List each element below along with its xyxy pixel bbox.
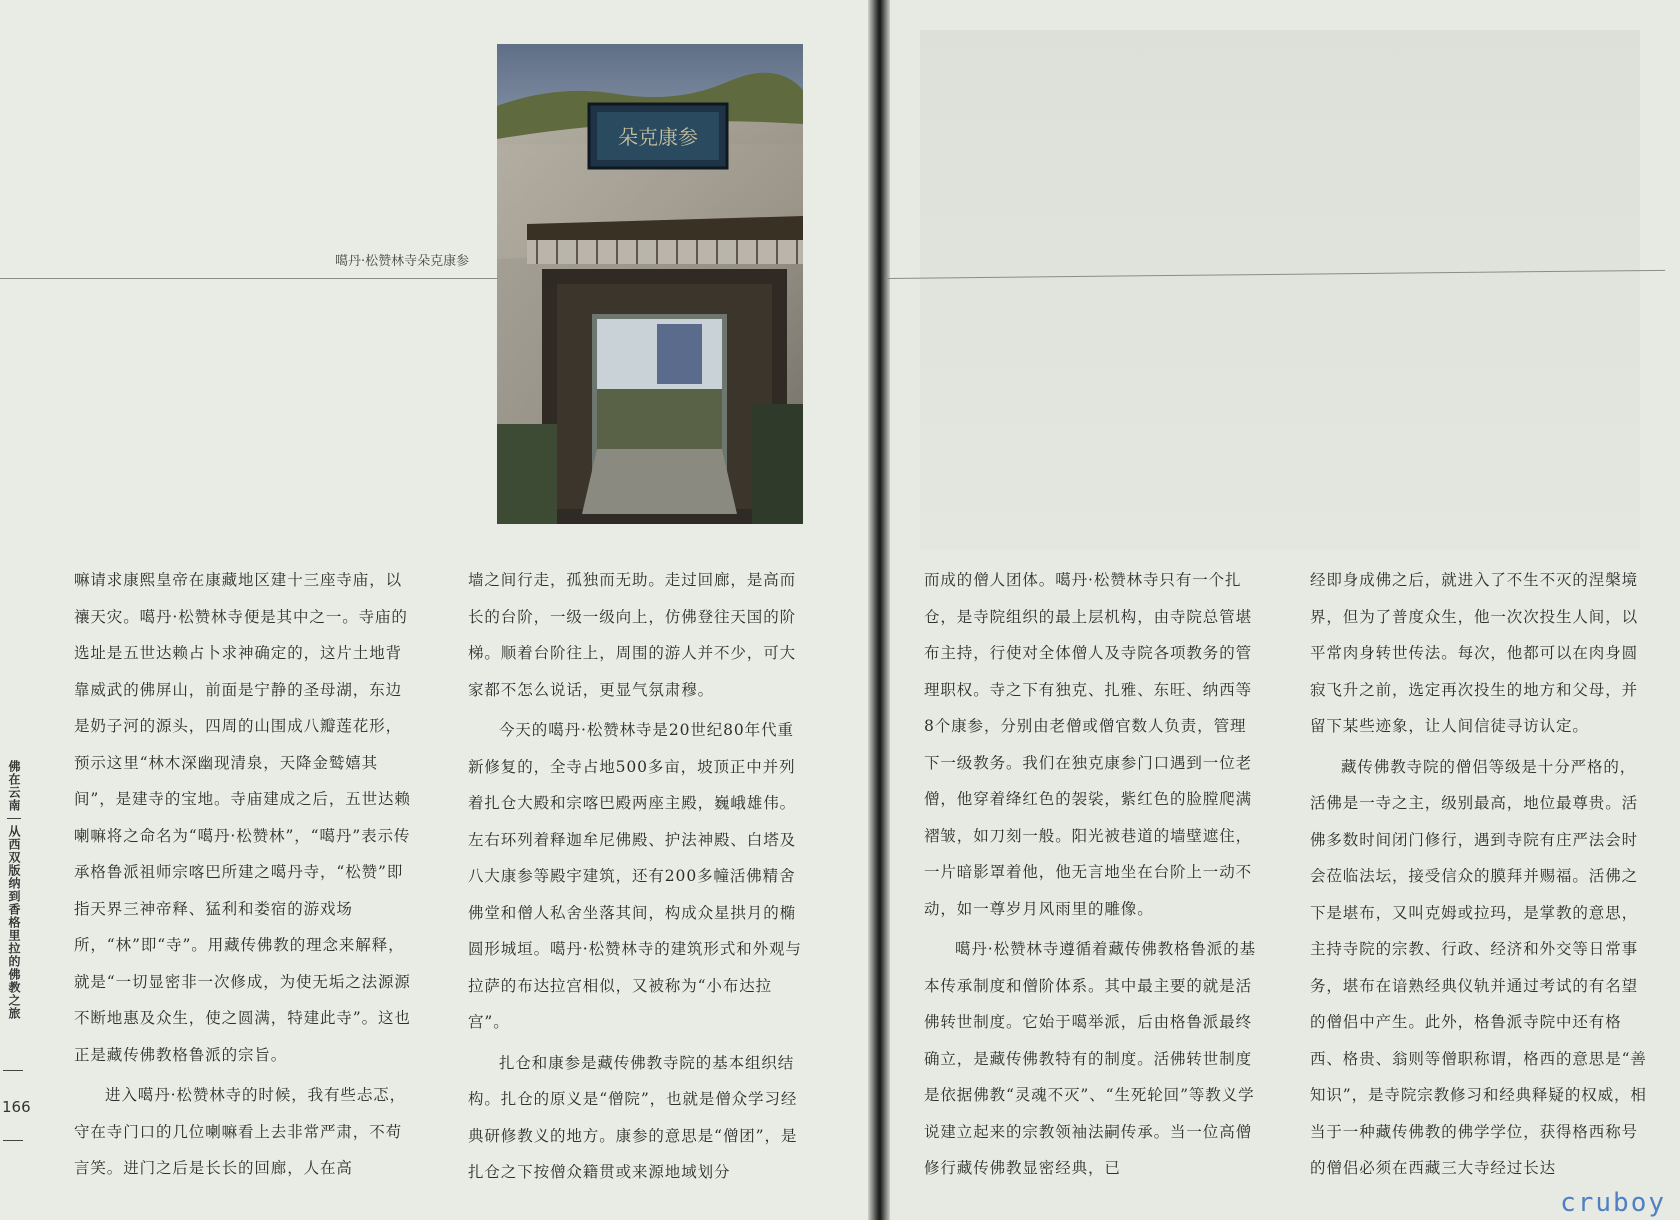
paragraph: 进入噶丹·松赞林寺的时候，我有些忐忑，守在寺门口的几位喇嘛看上去非常严肃，不苟言笑。进门之后是长长的回廊，人在高 bbox=[74, 1086, 407, 1177]
paragraph: 今天的噶丹·松赞林寺是20世纪80年代重新修复的，全寺占地500多亩，坡顶正中并列着扎仓大殿和宗喀巴殿两座主殿，巍峨雄伟。左右环列着释迦牟尼佛殿、护法神殿、白塔及八大康参等殿宇建筑，还有200多幢活佛精舍佛堂和僧人私舍坐落其间，构成众星拱月的椭圆形城垣。噶丹·松赞林寺的建筑形式和外观与拉萨的布达拉宫相似，又被称为“小布达拉宫”。 bbox=[468, 721, 802, 1031]
paragraph: 噶丹·松赞林寺遵循着藏传佛教格鲁派的基本传承制度和僧阶体系。其中最主要的就是活佛转世制度。它始于噶举派，后由格鲁派最终确立，是藏传佛教特有的制度。活佛转世制度是依据佛教“灵魂不灭”、“生死轮回”等教义学说建立起来的宗教领袖法嗣传承。当一位高僧修行藏传佛教显密经典，已 bbox=[924, 940, 1257, 1177]
page-number: 166 bbox=[2, 1098, 31, 1116]
paragraph: 藏传佛教寺院的僧侣等级是十分严格的，活佛是一寺之主，级别最高，地位最尊贵。活佛多数时间闭门修行，遇到寺院有庄严法会时会莅临法坛，接受信众的膜拜并赐福。活佛之下是堪布，又叫克姆或拉玛，是掌教的意思，主持寺院的宗教、行政、经济和外交等日常事务，堪布在谙熟经典仪轨并通过考试的有名望的僧侣中产生。此外，格鲁派寺院中还有格西、格贵、翁则等僧职称谓，格西的意思是“善知识”，是寺院宗教修习和经典释疑的权威，相当于一种藏传佛教的佛学学位，获得格西称号的僧侣必须在西藏三大寺经过长达 bbox=[1310, 757, 1647, 1177]
book-spine bbox=[868, 0, 890, 1220]
caption-rule bbox=[0, 278, 498, 279]
plaque-text: 朵克康参 bbox=[618, 125, 698, 149]
folio-rule-top bbox=[3, 1070, 23, 1071]
paragraph: 墙之间行走，孤独而无助。走过回廊，是高而长的台阶，一级一级向上，仿佛登往天国的阶梯。顺着台阶往上，周围的游人并不少，可大家都不怎么说话，更显气氛肃穆。 bbox=[468, 571, 797, 699]
temple-gate-photo bbox=[497, 44, 803, 524]
folio-rule-bottom bbox=[3, 1140, 23, 1141]
running-head bbox=[2, 760, 26, 1020]
text-column-4 bbox=[1310, 562, 1648, 1187]
paragraph: 而成的僧人团体。噶丹·松赞林寺只有一个扎仓，是寺院组织的最上层机构，由寺院总管堪布主持，行使对全体僧人及寺院各项教务的管理职权。寺之下有独克、扎雅、东旺、纳西等8个康参，分别由老僧或僧官数人负责，管理下一级教务。我们在独克康参门口遇到一位老僧，他穿着绛红色的袈裟，紫红色的脸膛爬满褶皱，如刀刻一般。阳光被巷道的墙壁遮住，一片暗影罩着他，他无言地坐在台阶上一动不动，如一尊岁月风雨里的雕像。 bbox=[924, 571, 1253, 918]
text-column-3 bbox=[924, 562, 1262, 1187]
divider bbox=[7, 818, 21, 819]
book-subtitle: 从西双版纳到香格里拉的佛教之旅 bbox=[7, 825, 21, 1020]
paragraph: 嘛请求康熙皇帝在康藏地区建十三座寺庙，以禳天灾。噶丹·松赞林寺便是其中之一。寺庙的选址是五世达赖占卜求神确定的，这片土地背靠威武的佛屏山，前面是宁静的圣母湖，东边是奶子河的源头，四周的山围成八瓣莲花形，预示这里“林木深幽现清泉，天降金鹫嬉其间”，是建寺的宝地。寺庙建成之后，五世达赖喇嘛将之命名为“噶丹·松赞林”，“噶丹”表示传承格鲁派祖师宗喀巴所建之噶丹寺，“松赞”即指天界三神帝释、猛利和娄宿的游戏场所，“林”即“寺”。用藏传佛教的理念来解释，就是“一切显密非一次修成，为使无垢之法源源不断地惠及众生，使之圆满，特建此寺”。这也正是藏传佛教格鲁派的宗旨。 bbox=[74, 571, 411, 1064]
text-column-1 bbox=[74, 562, 412, 1187]
watermark: cruboy bbox=[1560, 1188, 1666, 1218]
paragraph: 扎仓和康参是藏传佛教寺院的基本组织结构。扎仓的原义是“僧院”，也就是僧众学习经典研修教义的地方。康参的意思是“僧团”，是扎仓之下按僧众籍贯或来源地域划分 bbox=[468, 1053, 798, 1181]
photo-caption: 噶丹·松赞林寺朵克康参 bbox=[335, 254, 470, 269]
paragraph: 经即身成佛之后，就进入了不生不灭的涅槃境界，但为了普度众生，他一次次投生人间，以平常肉身转世传法。每次，他都可以在肉身圆寂飞升之前，选定再次投生的地方和父母，并留下某些迹象，让人间信徒寻访认定。 bbox=[1310, 571, 1639, 735]
text-column-2 bbox=[468, 562, 806, 1191]
right-page-image-shadow bbox=[920, 30, 1640, 550]
book-title: 佛在云南 bbox=[7, 760, 21, 812]
